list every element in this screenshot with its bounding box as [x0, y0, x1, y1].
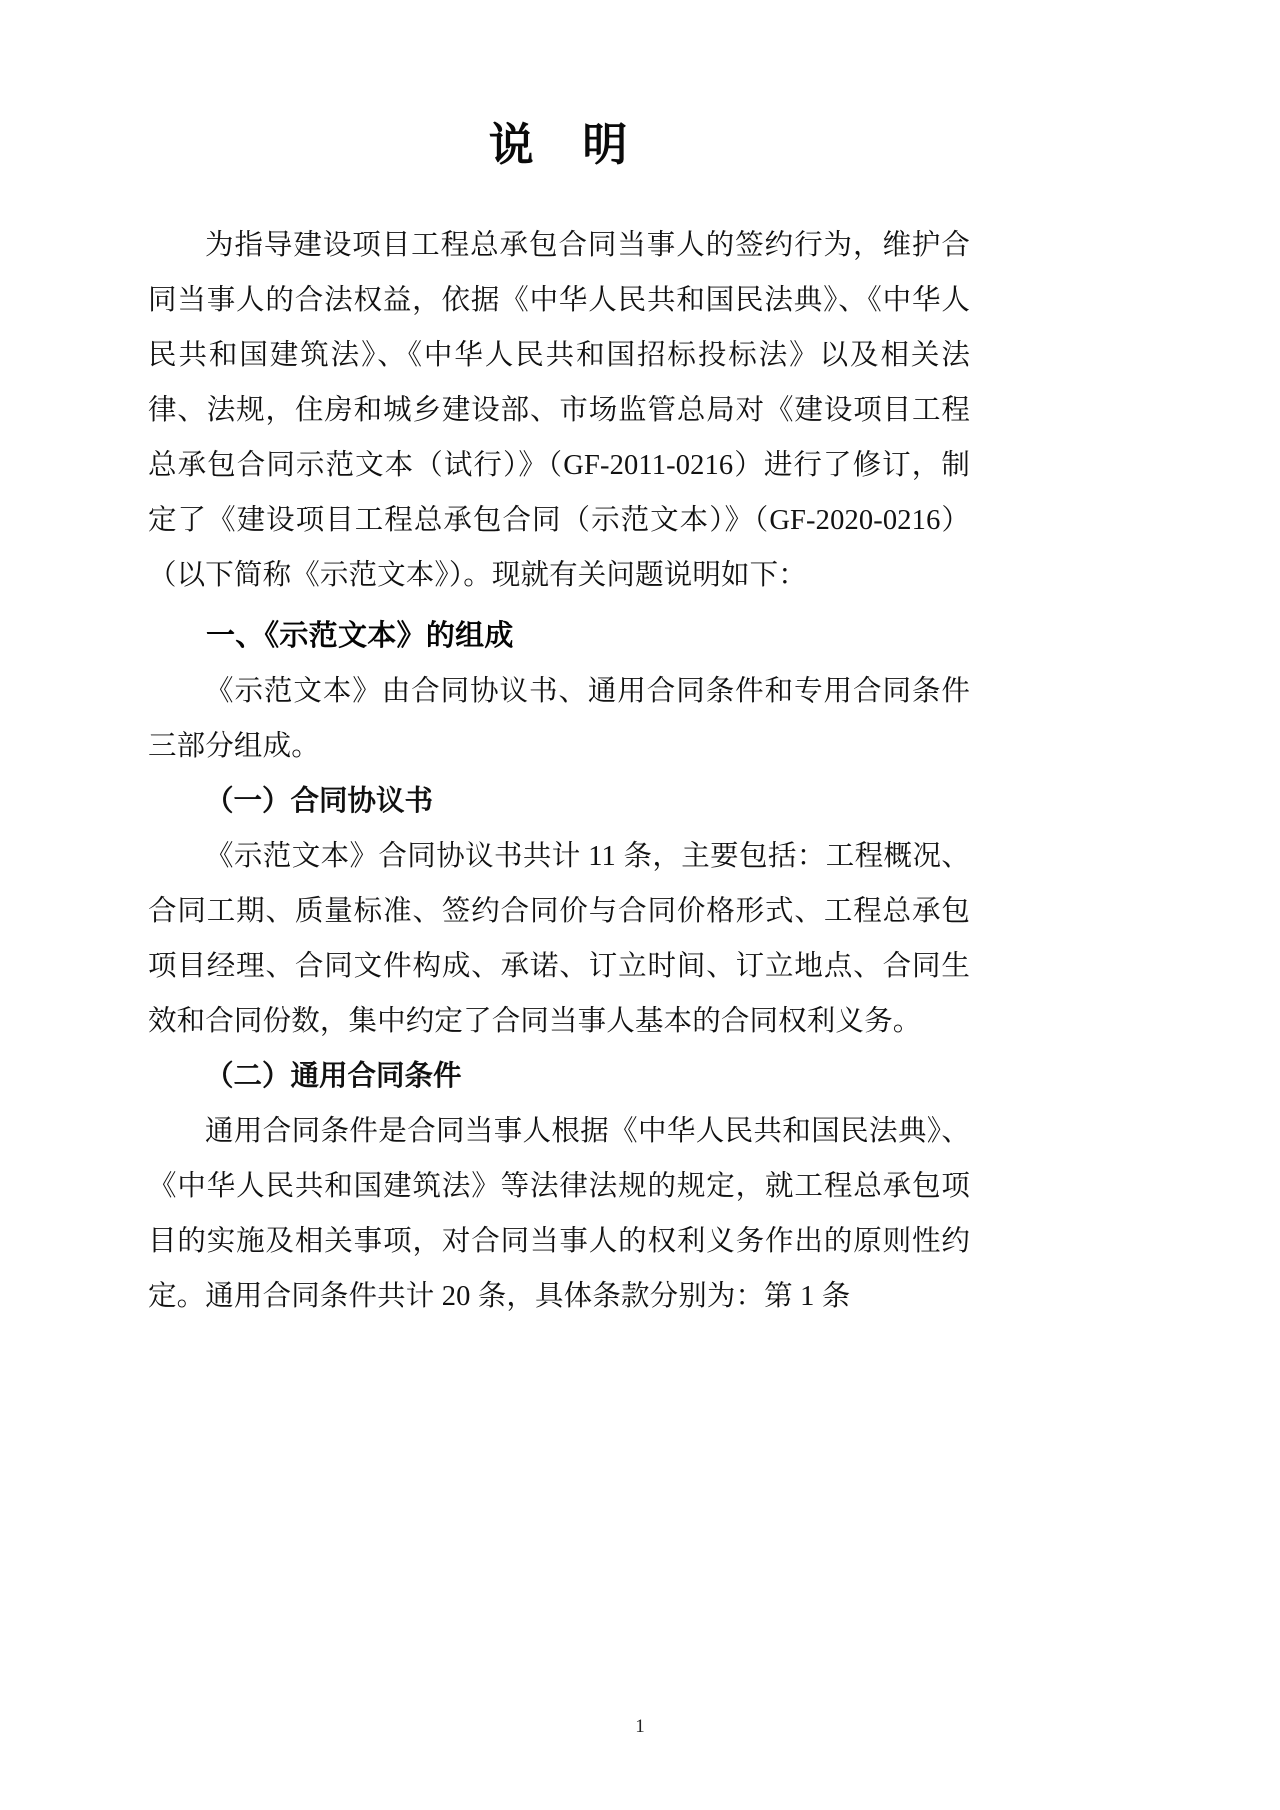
document-content	[148, 118, 970, 1324]
section-one-paragraph: 《示范文本》由合同协议书、通用合同条件和专用合同条件三部分组成。	[148, 676, 970, 762]
section-one-heading: 一、《示范文本》的组成	[206, 620, 514, 652]
page-title: 说 明	[488, 120, 630, 170]
intro-paragraph: 为指导建设项目工程总承包合同当事人的签约行为，维护合同当事人的合法权益，依据《中华人民共和国民法典》、《中华人民共和国建筑法》、《中华人民共和国招标投标法》以及相关法律、法规，住房和城乡建设部、市场监管总局对《建设项目工程总承包合同示范文本（试行）》（GF-2011-0216）进行了修订，制定了《建设项目工程总承包合同（示范文本）》（GF-2020-0216）（以下简称《示范文本》）。现就有关问题说明如下：	[148, 230, 970, 591]
page-number: 1	[635, 1716, 645, 1737]
subsection-one-heading: （一）合同协议书	[205, 786, 434, 817]
subsection-two-paragraph: 通用合同条件是合同当事人根据《中华人民共和国民法典》、《中华人民共和国建筑法》等法律法规的规定，就工程总承包项目的实施及相关事项，对合同当事人的权利义务作出的原则性约定。通用合同条件共计 20 条，具体条款分别为：第 1 条	[148, 1116, 970, 1312]
subsection-two-heading: （二）通用合同条件	[205, 1061, 462, 1092]
subsection-one-paragraph: 《示范文本》合同协议书共计 11 条，主要包括：工程概况、合同工期、质量标准、签约合同价与合同价格形式、工程总承包项目经理、合同文件构成、承诺、订立时间、订立地点、合同生效和合同份数，集中约定了合同当事人基本的合同权利义务。	[148, 841, 970, 1037]
